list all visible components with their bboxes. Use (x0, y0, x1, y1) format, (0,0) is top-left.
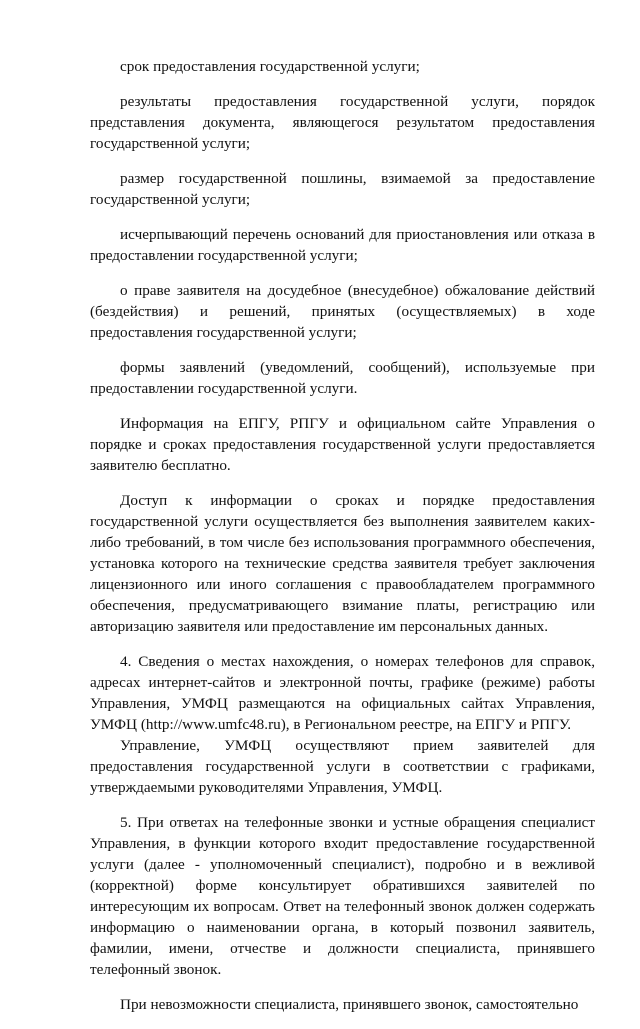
paragraph-information-access: Доступ к информации о сроках и порядке предоставления государственной услуги осуществляется без выполнения заявителем каких-либо требований, в том числе без использования программного обеспечения, установка которого на технические средства заявителя требует заключения лицензионного или иного соглашения с правообладателем программного обеспечения, предусматривающего взимание платы, регистрацию или авторизацию заявителя или предоставление им персональных данных. (90, 492, 595, 635)
document-page (90, 56, 595, 1029)
paragraph-free-information: Информация на ЕПГУ, РПГУ и официальном сайте Управления о порядке и сроках предоставления государственной услуги предоставляется заявителю бесплатно. (90, 415, 595, 474)
paragraph-state-fee: размер государственной пошлины, взимаемой за предоставление государственной услуги; (90, 170, 595, 208)
paragraph-application-forms: формы заявлений (уведомлений, сообщений), используемые при предоставлении государственной услуги. (90, 359, 595, 397)
paragraph-refusal-grounds: исчерпывающий перечень оснований для приостановления или отказа в предоставлении государственной услуги; (90, 226, 595, 264)
paragraph-section-5-phone-calls: 5. При ответах на телефонные звонки и устные обращения специалист Управления, в функции которого входит предоставление государственной услуги (далее - уполномоченный специалист), подробно и в вежливой (корректной) форме консультирует обратившихся заявителей по интересующим их вопросам. Ответ на телефонный звонок должен содержать информацию о наименовании органа, в который позвонил заявитель, фамилии, имени, отчестве и должности специалиста, принявшего телефонный звонок. (90, 814, 595, 978)
paragraph-service-term: срок предоставления государственной услуги; (120, 58, 420, 75)
paragraph-service-results: результаты предоставления государственной услуги, порядок представления документа, являющегося результатом предоставления государственной услуги; (90, 93, 595, 152)
paragraph-appeal-right: о праве заявителя на досудебное (внесудебное) обжалование действий (бездействия) и решений, принятых (осуществляемых) в ходе предоставления государственной услуги; (90, 282, 595, 341)
paragraph-section-4-contacts: 4. Сведения о местах нахождения, о номерах телефонов для справок, адресах интернет-сайтов и электронной почты, графике (режиме) работы Управления, УМФЦ размещаются на официальных сайтах Управления, УМФЦ (http://www.umfc48.ru), в Региональном реестре, на ЕПГУ и РПГУ. (90, 653, 595, 733)
paragraph-unable-to-answer: При невозможности специалиста, принявшего звонок, самостоятельно (120, 996, 579, 1013)
paragraph-reception-schedule: Управление, УМФЦ осуществляют прием заявителей для предоставления государственной услуги в соответствии с графиками, утверждаемыми руководителями Управления, УМФЦ. (90, 737, 595, 796)
